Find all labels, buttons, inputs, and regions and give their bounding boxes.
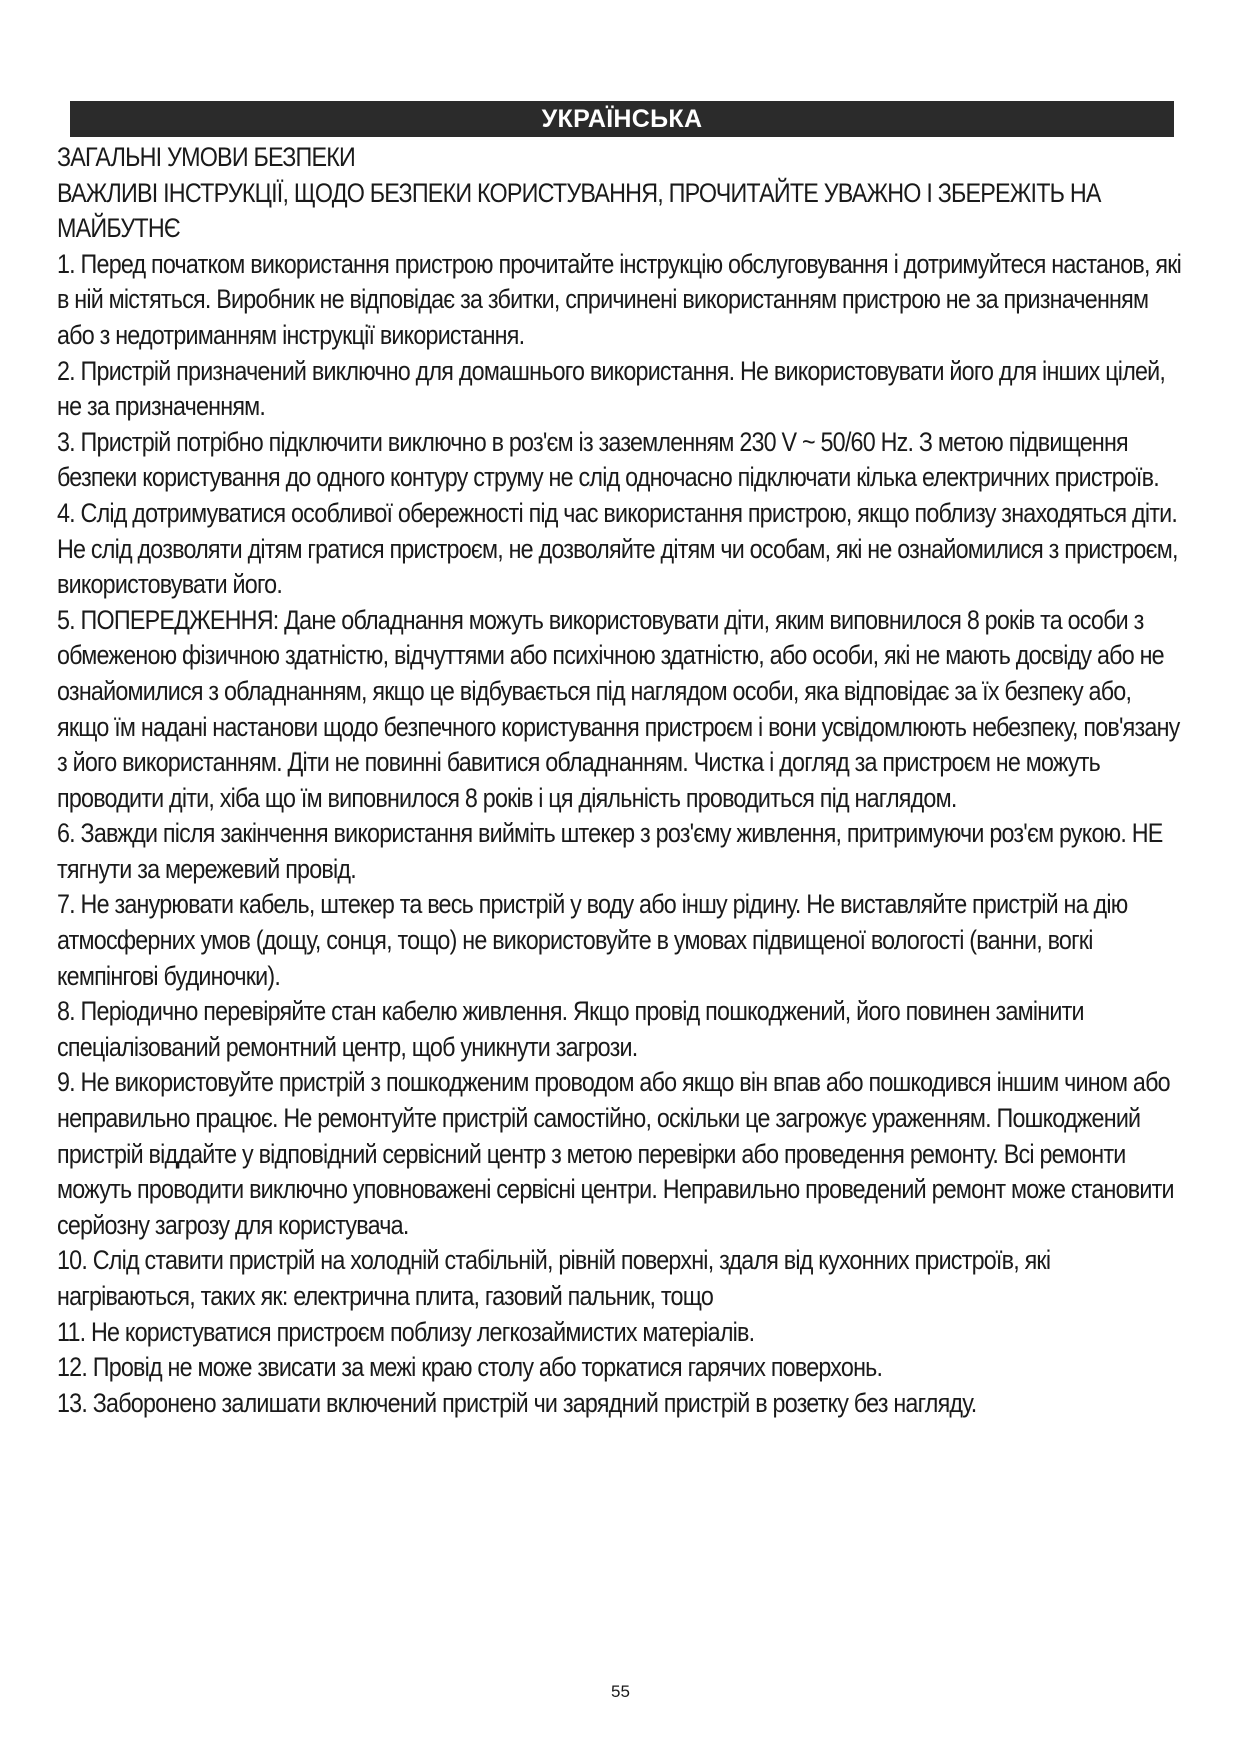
instruction-item-1: 1. Перед початком використання пристрою прочитайте інструкцію обслуговування і дотримуйтеся настанов, які в ній містяться. Виробник не відповідає за збитки, спричинені використанням пристрою не за призначенням або з недотриманням інструкції використання. [57,248,1182,350]
instruction-item-12: 12. Провід не може звисати за межі краю столу або торкатися гарячих поверхонь. [57,1352,883,1383]
page-number: 55 [611,1682,630,1701]
instruction-item-5: 5. ПОПЕРЕДЖЕННЯ: Дане обладнання можуть використовувати діти, яким виповнилося 8 років та особи з обмеженою фізичною здатністю, відчуттями або психічною здатністю, або особи, які не мають досвіду або не ознайомилися з обладнанням, якщо це відбувається під наглядом особи, яка відповідає за їх безпеку або, якщо їм надані настанови щодо безпечного користування пристроєм і вони усвідомлюють небезпеку, пов'язану з його використанням. Діти не повинні бавитися обладнанням. Чистка і догляд за пристроєм не можуть проводити діти, хіба що їм виповнилося 8 років і ця діяльність проводиться під наглядом. [57,604,1180,813]
instruction-item-7: 7. Не занурювати кабель, штекер та весь пристрій у воду або іншу рідину. Не виставляйте пристрій на дію атмосферних умов (дощу, сонця, тощо) не використовуйте в умовах підвищеної вологості (ванни, вогкі кемпінгові будиночки). [57,889,1128,991]
section-title: ЗАГАЛЬНІ УМОВИ БЕЗПЕКИ [57,142,356,172]
instruction-item-6: 6. Завжди після закінчення використання вийміть штекер з роз'єму живлення, притримуючи роз'єм рукою. НЕ тягнути за мережевий провід. [57,818,1163,884]
instruction-item-4: 4. Слід дотримуватися особливої обережності під час використання пристрою, якщо поблизу знаходяться діти. Не слід дозволяти дітям гратися пристроєм, не дозволяйте дітям чи особам, які не ознайомилися з пристроєм, використовувати його. [57,497,1178,600]
section-subtitle: ВАЖЛИВІ ІНСТРУКЦІЇ, ЩОДО БЕЗПЕКИ КОРИСТУВАННЯ, ПРОЧИТАЙТЕ УВАЖНО І ЗБЕРЕЖІТЬ НА МАЙБУТНЄ [57,177,1101,244]
language-header-bar: УКРАЇНСЬКА [70,101,1174,137]
instruction-item-2: 2. Пристрій призначений виключно для домашнього використання. Не використовувати його для інших цілей, не за призначенням. [57,355,1166,422]
instruction-item-9: 9. Не використовуйте пристрій з пошкодженим проводом або якщо він впав або пошкодився іншим чином або неправильно працює. Не ремонтуйте пристрій самостійно, оскільки це загрожує ураженням. Пошкоджений пристрій віддайте у відповідний сервісний центр з метою перевірки або проведення ремонту. Всі ремонти можуть проводити виключно уповноважені сервісні центри. Неправильно проведений ремонт може становити серйозну загрозу для користувача. [57,1067,1174,1240]
instruction-item-13: 13. Заборонено залишати включений пристрій чи зарядний пристрій в розетку без нагляду. [57,1387,977,1418]
safety-content [57,140,1182,1421]
instruction-item-8: 8. Періодично перевіряйте стан кабелю живлення. Якщо провід пошкоджений, його повинен замінити спеціалізований ремонтний центр, щоб уникнути загрози. [57,996,1084,1062]
instruction-item-10: 10. Слід ставити пристрій на холодній стабільній, рівній поверхні, здаля від кухонних пристроїв, які нагріваються, таких як: електрична плита, газовий пальник, тощо [57,1245,1051,1311]
instruction-item-11: 11. Не користуватися пристроєм поблизу легкозаймистих матеріалів. [57,1316,755,1347]
safety-text-block [57,140,1187,1421]
instruction-item-3: 3. Пристрій потрібно підключити виключно в роз'єм із заземленням 230 V ~ 50/60 Hz. З метою підвищення безпеки користування до одного контуру струму не слід одночасно підключати кілька електричних пристроїв. [57,426,1159,493]
